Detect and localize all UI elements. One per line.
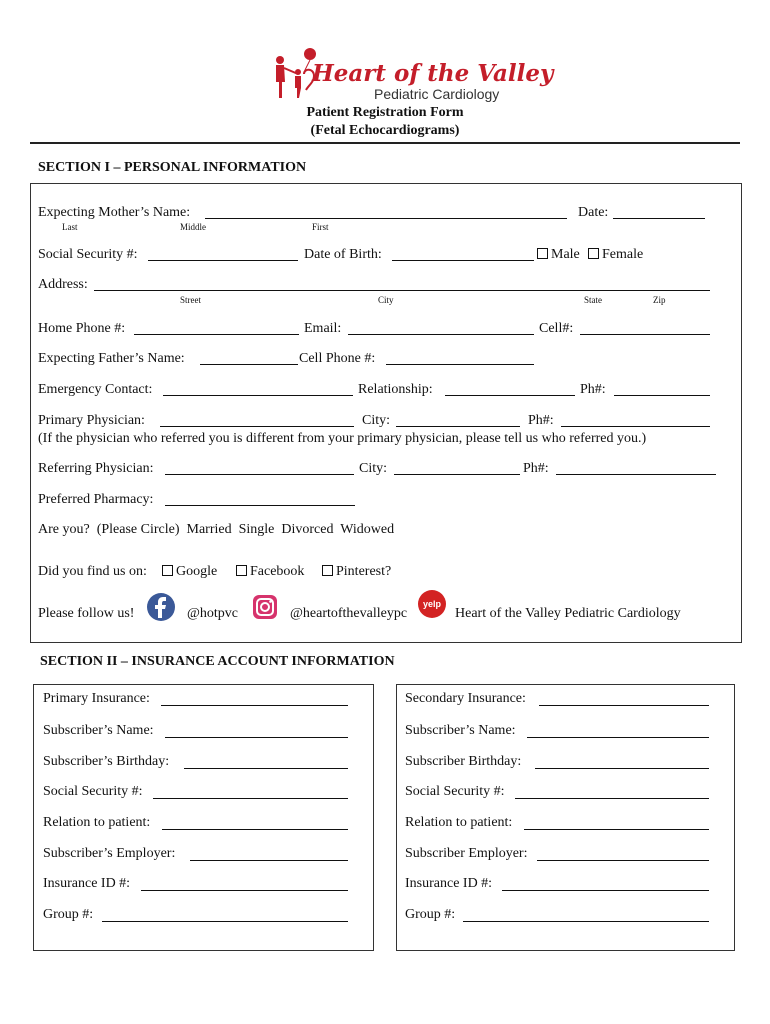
physician-city-field[interactable] bbox=[396, 426, 520, 427]
form-subtitle: (Fetal Echocardiograms) bbox=[310, 123, 460, 138]
female-label: Female bbox=[602, 247, 644, 262]
male-option[interactable] bbox=[537, 247, 580, 263]
mother-name-label: Expecting Mother’s Name: bbox=[38, 205, 191, 220]
cell-field[interactable] bbox=[580, 334, 710, 335]
father-name-label: Expecting Father’s Name: bbox=[38, 351, 185, 366]
female-checkbox[interactable] bbox=[588, 248, 599, 259]
email-label: Email: bbox=[304, 321, 342, 336]
secondary-id-field[interactable] bbox=[502, 890, 709, 891]
google-label: Google bbox=[176, 564, 218, 579]
secondary-ssn-field[interactable] bbox=[515, 798, 709, 799]
pinterest-handle[interactable]: Heart of the Valley Pediatric Cardiology bbox=[455, 606, 681, 621]
referring-ph-label: Ph#: bbox=[523, 461, 549, 476]
google-option[interactable] bbox=[162, 564, 217, 580]
primary-birthday-label: Subscriber’s Birthday: bbox=[43, 754, 170, 769]
primary-id-field[interactable] bbox=[141, 890, 348, 891]
primary-id-label: Insurance ID #: bbox=[43, 876, 131, 891]
dob-label: Date of Birth: bbox=[304, 247, 382, 262]
form-title: Patient Registration Form bbox=[306, 105, 464, 120]
relationship-label: Relationship: bbox=[358, 382, 433, 397]
pharmacy-field[interactable] bbox=[165, 505, 355, 506]
secondary-ssn-label: Social Security #: bbox=[405, 784, 505, 799]
secondary-birthday-field[interactable] bbox=[535, 768, 709, 769]
section2-heading: SECTION II – INSURANCE ACCOUNT INFORMATION bbox=[40, 654, 395, 669]
sublabel-first: First bbox=[312, 222, 329, 232]
physician-note: (If the physician who referred you is different from your primary physician, please tell us who referred you.) bbox=[38, 431, 647, 446]
secondary-insurance-label: Secondary Insurance: bbox=[405, 691, 526, 706]
primary-relation-label: Relation to patient: bbox=[43, 815, 151, 830]
marital-status[interactable]: Are you? (Please Circle) Married Single Divorced Widowed bbox=[38, 522, 395, 537]
emergency-label: Emergency Contact: bbox=[38, 382, 153, 397]
father-name-field[interactable] bbox=[200, 364, 298, 365]
pinterest-option[interactable] bbox=[322, 564, 391, 580]
address-field[interactable] bbox=[94, 290, 710, 291]
primary-birthday-field[interactable] bbox=[184, 768, 348, 769]
yelp-badge-text: yelp bbox=[422, 599, 441, 609]
dob-field[interactable] bbox=[392, 260, 534, 261]
facebook-checkbox[interactable] bbox=[236, 565, 247, 576]
pharmacy-label: Preferred Pharmacy: bbox=[38, 492, 154, 507]
referring-ph-field[interactable] bbox=[556, 474, 716, 475]
secondary-relation-label: Relation to patient: bbox=[405, 815, 513, 830]
secondary-group-label: Group #: bbox=[405, 907, 456, 922]
referring-field[interactable] bbox=[165, 474, 354, 475]
instagram-icon[interactable] bbox=[252, 594, 278, 620]
sublabel-street: Street bbox=[180, 295, 201, 305]
logo-name: Heart of the Valley bbox=[312, 60, 554, 87]
home-phone-field[interactable] bbox=[134, 334, 299, 335]
find-us-label: Did you find us on: bbox=[38, 564, 147, 579]
date-field[interactable] bbox=[613, 218, 705, 219]
title-divider bbox=[30, 142, 740, 144]
logo bbox=[268, 46, 554, 106]
father-cell-field[interactable] bbox=[386, 364, 534, 365]
male-checkbox[interactable] bbox=[537, 248, 548, 259]
secondary-group-field[interactable] bbox=[463, 921, 709, 922]
facebook-handle[interactable]: @hotpvc bbox=[187, 606, 238, 621]
sublabel-last: Last bbox=[62, 222, 78, 232]
referring-city-field[interactable] bbox=[394, 474, 520, 475]
physician-ph-label: Ph#: bbox=[528, 413, 554, 428]
google-checkbox[interactable] bbox=[162, 565, 173, 576]
primary-insurance-field[interactable] bbox=[161, 705, 348, 706]
facebook-label: Facebook bbox=[250, 564, 305, 579]
physician-ph-field[interactable] bbox=[561, 426, 710, 427]
sublabel-zip: Zip bbox=[653, 295, 666, 305]
logo-subtitle: Pediatric Cardiology bbox=[374, 86, 500, 102]
secondary-employer-label: Subscriber Employer: bbox=[405, 846, 528, 861]
secondary-relation-field[interactable] bbox=[524, 829, 709, 830]
secondary-employer-field[interactable] bbox=[537, 860, 709, 861]
section1-heading: SECTION I – PERSONAL INFORMATION bbox=[38, 160, 307, 175]
home-phone-label: Home Phone #: bbox=[38, 321, 126, 336]
primary-group-field[interactable] bbox=[102, 921, 348, 922]
secondary-birthday-label: Subscriber Birthday: bbox=[405, 754, 522, 769]
mother-name-field[interactable] bbox=[205, 218, 567, 219]
emergency-ph-field[interactable] bbox=[614, 395, 710, 396]
female-option[interactable] bbox=[588, 247, 643, 263]
email-field[interactable] bbox=[348, 334, 534, 335]
pinterest-checkbox[interactable] bbox=[322, 565, 333, 576]
primary-group-label: Group #: bbox=[43, 907, 94, 922]
primary-relation-field[interactable] bbox=[162, 829, 348, 830]
cell-label: Cell#: bbox=[539, 321, 574, 336]
ssn-label: Social Security #: bbox=[38, 247, 138, 262]
sublabel-city: City bbox=[378, 295, 394, 305]
secondary-subscriber-name-label: Subscriber’s Name: bbox=[405, 723, 516, 738]
facebook-option[interactable] bbox=[236, 564, 304, 580]
physician-city-label: City: bbox=[362, 413, 391, 428]
sublabel-state: State bbox=[584, 295, 602, 305]
yelp-icon[interactable] bbox=[418, 590, 446, 618]
male-label: Male bbox=[551, 247, 580, 262]
primary-subscriber-name-field[interactable] bbox=[165, 737, 348, 738]
instagram-handle[interactable]: @heartofthevalleypc bbox=[290, 606, 408, 621]
secondary-insurance-field[interactable] bbox=[539, 705, 709, 706]
pinterest-label: Pinterest? bbox=[336, 564, 392, 579]
sublabel-middle: Middle bbox=[180, 222, 206, 232]
primary-employer-field[interactable] bbox=[190, 860, 348, 861]
secondary-subscriber-name-field[interactable] bbox=[527, 737, 709, 738]
referring-label: Referring Physician: bbox=[38, 461, 154, 476]
relationship-field[interactable] bbox=[445, 395, 575, 396]
facebook-icon[interactable] bbox=[146, 592, 176, 622]
emergency-ph-label: Ph#: bbox=[580, 382, 606, 397]
emergency-field[interactable] bbox=[163, 395, 353, 396]
primary-physician-field[interactable] bbox=[160, 426, 354, 427]
primary-employer-label: Subscriber’s Employer: bbox=[43, 846, 176, 861]
primary-ssn-field[interactable] bbox=[153, 798, 348, 799]
date-label: Date: bbox=[578, 205, 609, 220]
father-cell-label: Cell Phone #: bbox=[299, 351, 376, 366]
referring-city-label: City: bbox=[359, 461, 388, 476]
follow-label: Please follow us! bbox=[38, 606, 135, 621]
primary-physician-label: Primary Physician: bbox=[38, 413, 145, 428]
ssn-field[interactable] bbox=[148, 260, 298, 261]
primary-ssn-label: Social Security #: bbox=[43, 784, 143, 799]
secondary-id-label: Insurance ID #: bbox=[405, 876, 493, 891]
primary-subscriber-name-label: Subscriber’s Name: bbox=[43, 723, 154, 738]
address-label: Address: bbox=[38, 277, 88, 292]
primary-insurance-label: Primary Insurance: bbox=[43, 691, 150, 706]
